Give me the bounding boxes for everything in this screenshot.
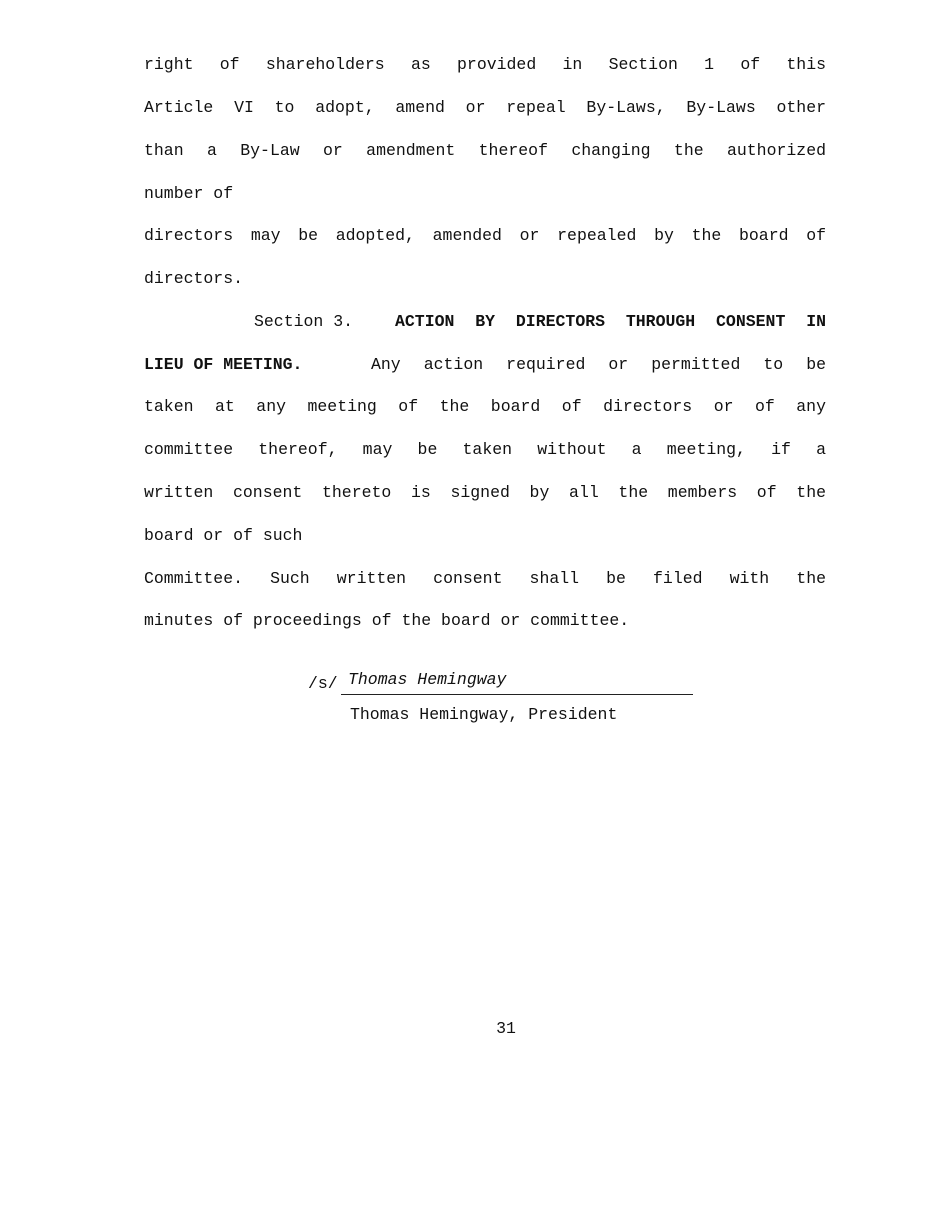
- signature-prefix: /s/: [308, 674, 338, 693]
- body-line-9: taken at any meeting of the board of directors or of any: [144, 397, 826, 416]
- body-line-12: board or of such: [144, 526, 303, 545]
- body-line-10: committee thereof, may be taken without a meeting, if a: [144, 440, 826, 459]
- body-line-14: minutes of proceedings of the board or committee.: [144, 611, 630, 630]
- body-line-8: Any action required or permitted to be: [371, 355, 826, 374]
- page-number: 31: [496, 1019, 516, 1038]
- body-line-6: directors.: [144, 269, 244, 288]
- signature-signed-name: Thomas Hemingway: [348, 670, 507, 689]
- signature-printed-name: Thomas Hemingway, President: [350, 705, 618, 724]
- body-line-1: right of shareholders as provided in Section 1 of this: [144, 55, 826, 74]
- body-line-5: directors may be adopted, amended or repealed by the board of: [144, 226, 826, 245]
- body-line-3: than a By-Law or amendment thereof changing the authorized: [144, 141, 826, 160]
- body-line-2: Article VI to adopt, amend or repeal By-Laws, By-Laws other: [144, 98, 826, 117]
- body-line-13: Committee. Such written consent shall be filed with the: [144, 569, 826, 588]
- body-line-11: written consent thereto is signed by all the members of the: [144, 483, 826, 502]
- body-line-4: number of: [144, 184, 234, 203]
- section-3-label: Section 3.: [254, 312, 354, 331]
- signature-line: [341, 694, 693, 695]
- section-3-heading-part-1: ACTION BY DIRECTORS THROUGH CONSENT IN: [395, 312, 826, 331]
- section-3-heading-part-2: LIEU OF MEETING.: [144, 355, 303, 374]
